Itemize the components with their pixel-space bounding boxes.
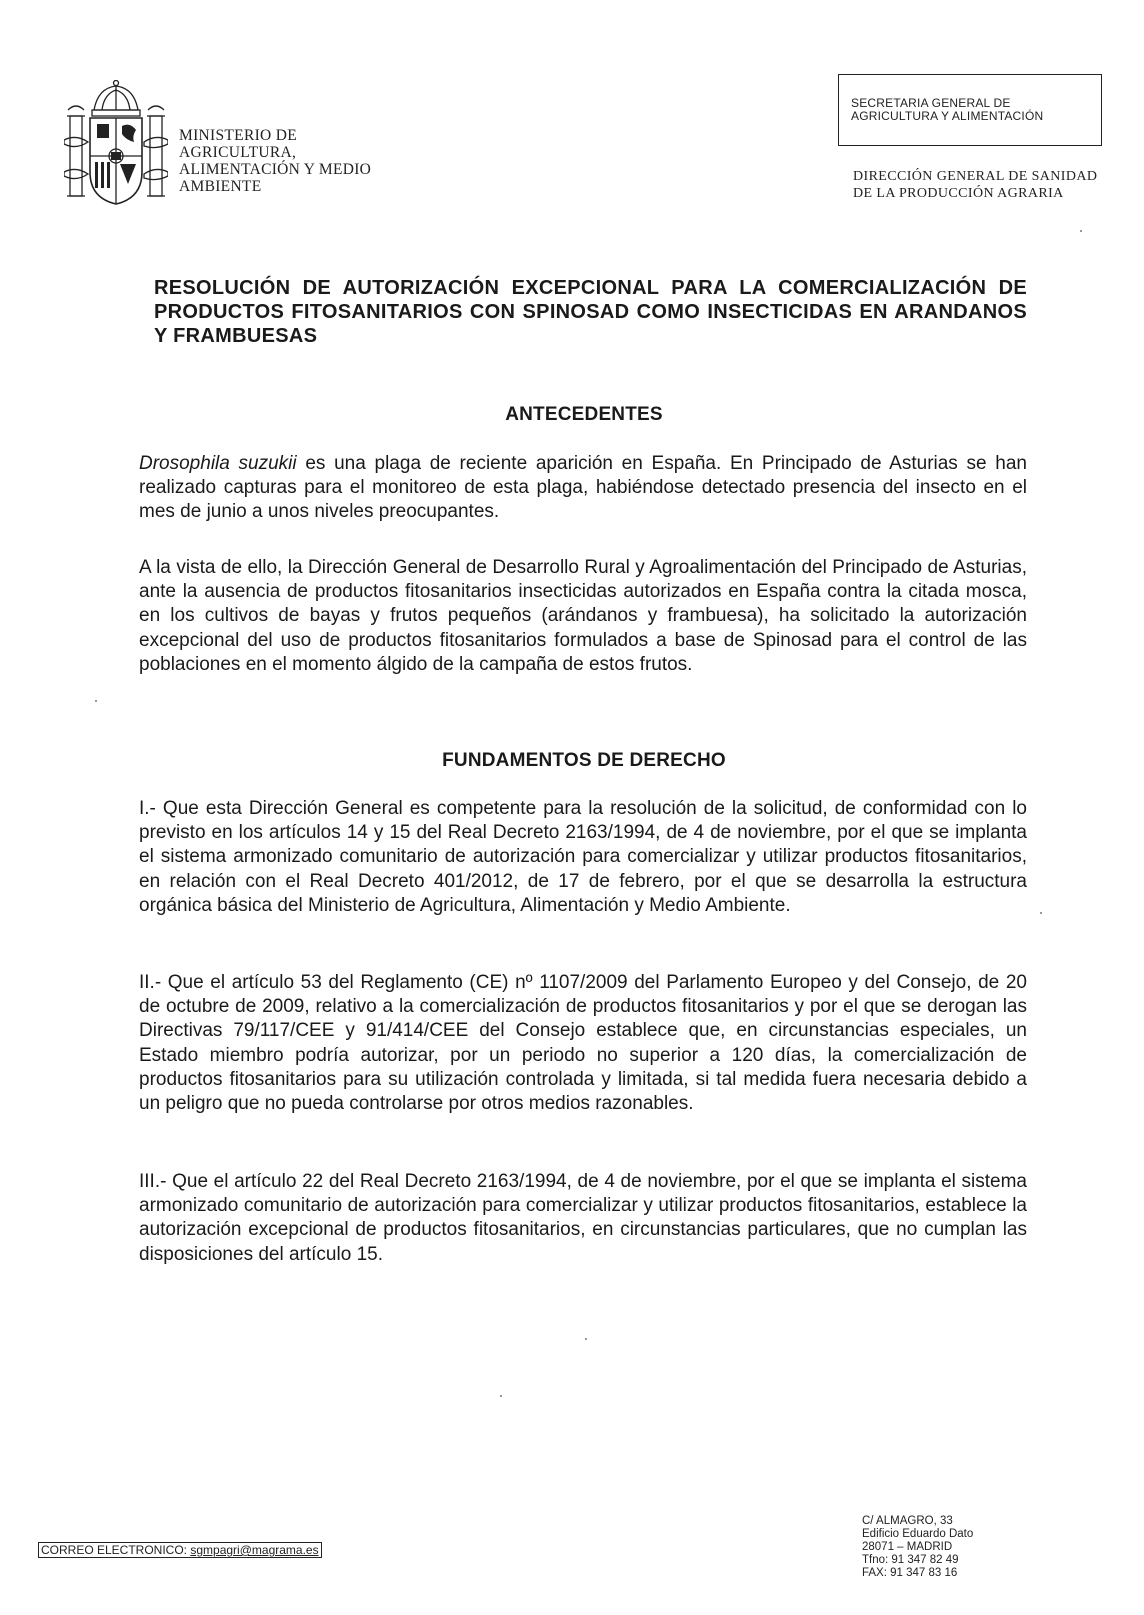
resolution-title: RESOLUCIÓN DE AUTORIZACIÓN EXCEPCIONAL PARA LA COMERCIALIZACIÓN DE PRODUCTOS FITOSANITARIOS CON SPINOSAD COMO INSECTICIDAS EN ARANDANOS Y FRAMBUESAS [154,277,1027,347]
antecedentes-paragraph-2: A la vista de ello, la Dirección General de Desarrollo Rural y Agroalimentación del Principado de Asturias, ante la ausencia de productos fitosanitarios insecticidas autorizados en España contra la citada mosca, en los cultivos de bayas y frutos pequeños (arándanos y frambuesa), ha solicitado la autorización excepcional del uso de productos fitosanitarios formulados a base de Spinosad para el control de las poblaciones en el momento álgido de la campaña de estos frutos. [139,557,1027,675]
antecedentes-paragraph-1 [139,452,1027,525]
direccion-line: DIRECCIÓN GENERAL DE SANIDAD [853,169,1098,184]
email-contact [38,1542,322,1558]
scan-speck [95,700,97,702]
ministry-line: AMBIENTE [179,178,262,195]
postal-address [862,1515,973,1580]
scan-speck [500,1395,502,1397]
address-line: Tfno: 91 347 82 49 [862,1554,959,1566]
direccion-line: DE LA PRODUCCIÓN AGRARIA [853,186,1064,201]
secretaria-line: SECRETARIA GENERAL DE [851,96,1011,110]
address-line: 28071 – MADRID [862,1541,953,1553]
species-name: Drosophila suzukii [139,453,297,474]
antecedentes-heading: ANTECEDENTES [505,404,663,425]
address-line: C/ ALMAGRO, 33 [862,1515,953,1527]
scan-speck [1040,912,1042,914]
fundamentos-paragraph-1: I.- Que esta Dirección General es competente para la resolución de la solicitud, de conformidad con lo previsto en los artículos 14 y 15 del Real Decreto 2163/1994, de 4 de noviembre, por el que se implanta el sistema armonizado comunitario de autorización para comercializar y utilizar productos fitosanitarios, en relación con el Real Decreto 401/2012, de 17 de febrero, por el que se desarrolla la estructura orgánica básica del Ministerio de Agricultura, Alimentación y Medio Ambiente. [139,798,1027,916]
secretaria-box [838,74,1102,146]
fundamentos-paragraph-2: II.- Que el artículo 53 del Reglamento (CE) nº 1107/2009 del Parlamento Europeo y del Consejo, de 20 de octubre de 2009, relativo a la comercialización de productos fitosanitarios y por el que se derogan las Directivas 79/117/CEE y 91/414/CEE del Consejo establece que, en circunstancias especiales, un Estado miembro podría autorizar, por un periodo no superior a 120 días, la comercialización de productos fitosanitarios para su utilización controlada y limitada, si tal medida fuera necesaria debido a un peligro que no pueda controlarse por otros medios razonables. [139,972,1027,1115]
fundamentos-paragraph-3: III.- Que el artículo 22 del Real Decreto 2163/1994, de 4 de noviembre, por el que se implanta el sistema armonizado comunitario de autorización para comercializar y utilizar productos fitosanitarios, establece la autorización excepcional de productos fitosanitarios, en circunstancias particulares, que no cumplan las disposiciones del artículo 15. [139,1171,1027,1265]
scan-speck [585,1338,587,1340]
scan-speck [1080,230,1082,232]
email-address[interactable]: sgmpagri@magrama.es [190,1543,319,1557]
ministry-line: MINISTERIO DE [179,127,297,144]
address-line: Edificio Eduardo Dato [862,1528,974,1540]
ministry-line: ALIMENTACIÓN Y MEDIO [179,161,372,178]
email-label: CORREO ELECTRONICO: [41,1543,191,1557]
address-line: FAX: 91 347 83 16 [862,1567,958,1579]
coat-of-arms-icon [64,80,168,210]
ministry-line: AGRICULTURA, [179,144,297,161]
secretaria-line: AGRICULTURA Y ALIMENTACIÓN [851,109,1044,123]
direccion-general [853,168,1097,202]
paragraph-text: es una plaga de reciente aparición en España. En Principado de Asturias se han realizado capturas para el monitoreo de esta plaga, habiéndose detectado presencia del insecto en el mes de junio a unos niveles preocupantes. [139,453,1027,523]
fundamentos-heading: FUNDAMENTOS DE DERECHO [442,750,726,771]
ministry-name [179,127,371,195]
